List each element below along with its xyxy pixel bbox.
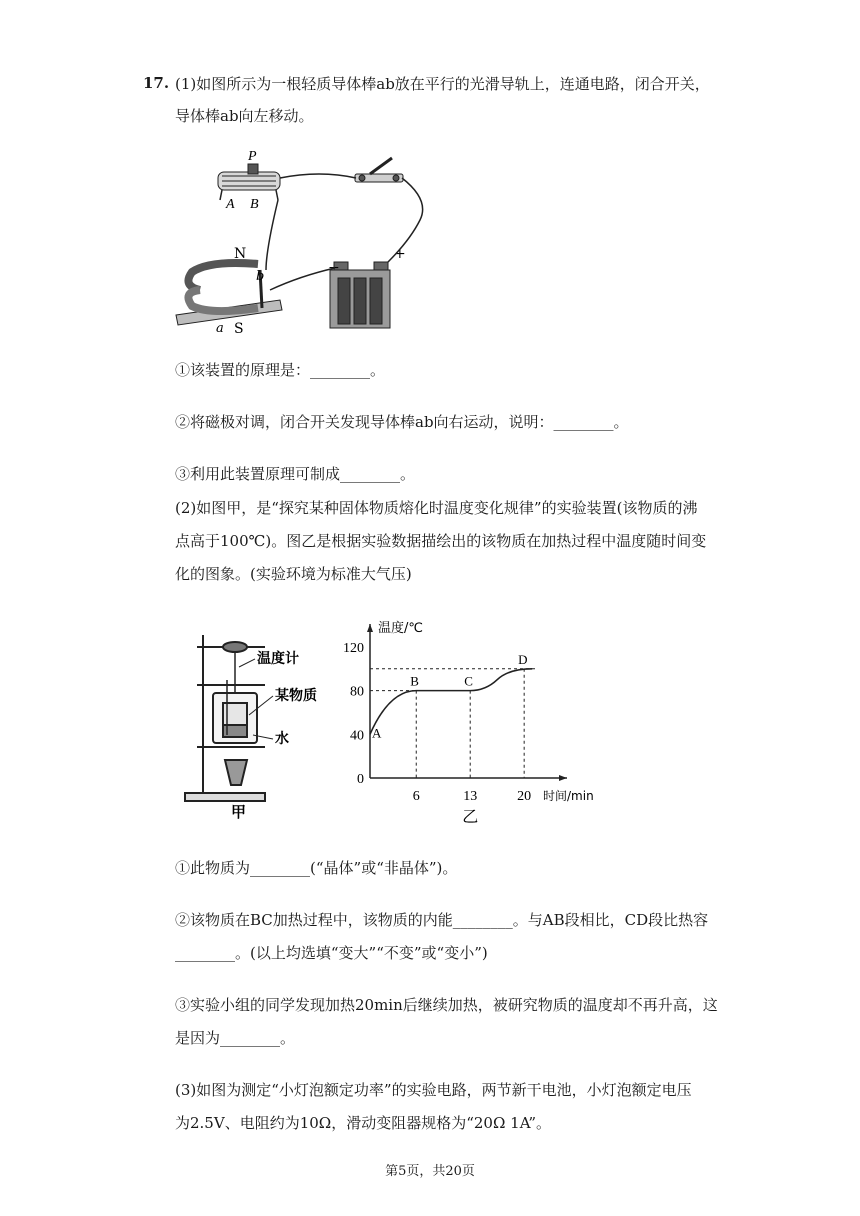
label-b: b bbox=[256, 269, 265, 284]
x-tick-label: 6 bbox=[412, 789, 420, 804]
apparatus-figure-jia bbox=[175, 625, 335, 825]
part2-q3-line2: 是因为________。 bbox=[175, 1029, 296, 1047]
point-label-D: D bbox=[518, 651, 528, 667]
y-tick-label: 80 bbox=[350, 684, 364, 700]
part2-intro-line2: 点高于100℃)。图乙是根据实验数据描绘出的该物质在加热过程中温度随时间变 bbox=[175, 532, 707, 550]
label-P: P bbox=[248, 149, 257, 164]
part1-intro-line2: 导体棒ab向左移动。 bbox=[175, 107, 314, 125]
y-axis-arrow bbox=[367, 624, 373, 632]
label-minus: − bbox=[328, 260, 340, 276]
part3-intro-line2: 为2.5V、电阻约为10Ω，滑动变阻器规格为“20Ω 1A”。 bbox=[175, 1114, 552, 1132]
x-axis-arrow bbox=[559, 775, 567, 781]
temperature-time-chart bbox=[335, 618, 594, 828]
label-water: 水 bbox=[275, 731, 289, 747]
label-thermometer: 温度计 bbox=[257, 651, 299, 667]
part2-q2-line2: ________。(以上均选填“变大”“不变”或“变小”) bbox=[175, 944, 488, 962]
circuit-figure bbox=[170, 140, 440, 335]
part2-intro-line3: 化的图象。(实验环境为标准大气压) bbox=[175, 565, 412, 583]
chart-caption-yi: 乙 bbox=[462, 807, 479, 826]
label-plus: + bbox=[394, 246, 406, 262]
label-a: a bbox=[216, 321, 224, 336]
y-tick-label: 40 bbox=[350, 728, 364, 744]
part1-q3: ③利用此装置原理可制成________。 bbox=[175, 465, 416, 483]
page-footer: 第5页，共20页 bbox=[385, 1164, 475, 1179]
part1-q2: ②将磁极对调，闭合开关发现导体棒ab向右运动，说明：________。 bbox=[175, 413, 629, 431]
part1-q1: ①该装置的原理是：________。 bbox=[175, 361, 386, 379]
temperature-curve bbox=[370, 669, 532, 735]
part2-q3-line1: ③实验小组的同学发现加热20min后继续加热，被研究物质的温度却不再升高，这 bbox=[175, 996, 718, 1014]
y-tick-label: 120 bbox=[343, 640, 364, 656]
point-label-C: C bbox=[464, 673, 473, 689]
part2-q1: ①此物质为________(“晶体”或“非晶体”)。 bbox=[175, 859, 458, 877]
part1-intro-line1: (1)如图所示为一根轻质导体棒ab放在平行的光滑导轨上，连通电路，闭合开关， bbox=[175, 75, 710, 93]
x-tick-label: 20 bbox=[517, 789, 532, 804]
label-S: S bbox=[234, 321, 244, 337]
part2-q2-line1: ②该物质在BC加热过程中，该物质的内能________。与AB段相比，CD段比热容 bbox=[175, 911, 709, 929]
point-label-B: B bbox=[410, 673, 419, 689]
label-substance: 某物质 bbox=[275, 688, 317, 704]
question-number: 17. bbox=[143, 74, 170, 92]
point-label-A: A bbox=[372, 725, 382, 741]
label-jia: 甲 bbox=[231, 803, 247, 821]
label-A: A bbox=[226, 197, 235, 212]
y-axis-label: 温度/℃ bbox=[378, 621, 423, 636]
x-tick-label: 13 bbox=[463, 789, 478, 804]
x-axis-label: 时间/min bbox=[543, 789, 594, 803]
part3-intro-line1: (3)如图为测定“小灯泡额定功率”的实验电路，两节新干电池，小灯泡额定电压 bbox=[175, 1081, 692, 1099]
y-tick-label: 0 bbox=[357, 772, 364, 787]
label-N: N bbox=[234, 246, 247, 262]
part2-intro-line1: (2)如图甲，是“探究某种固体物质熔化时温度变化规律”的实验装置(该物质的沸 bbox=[175, 499, 698, 517]
label-B: B bbox=[250, 197, 259, 212]
